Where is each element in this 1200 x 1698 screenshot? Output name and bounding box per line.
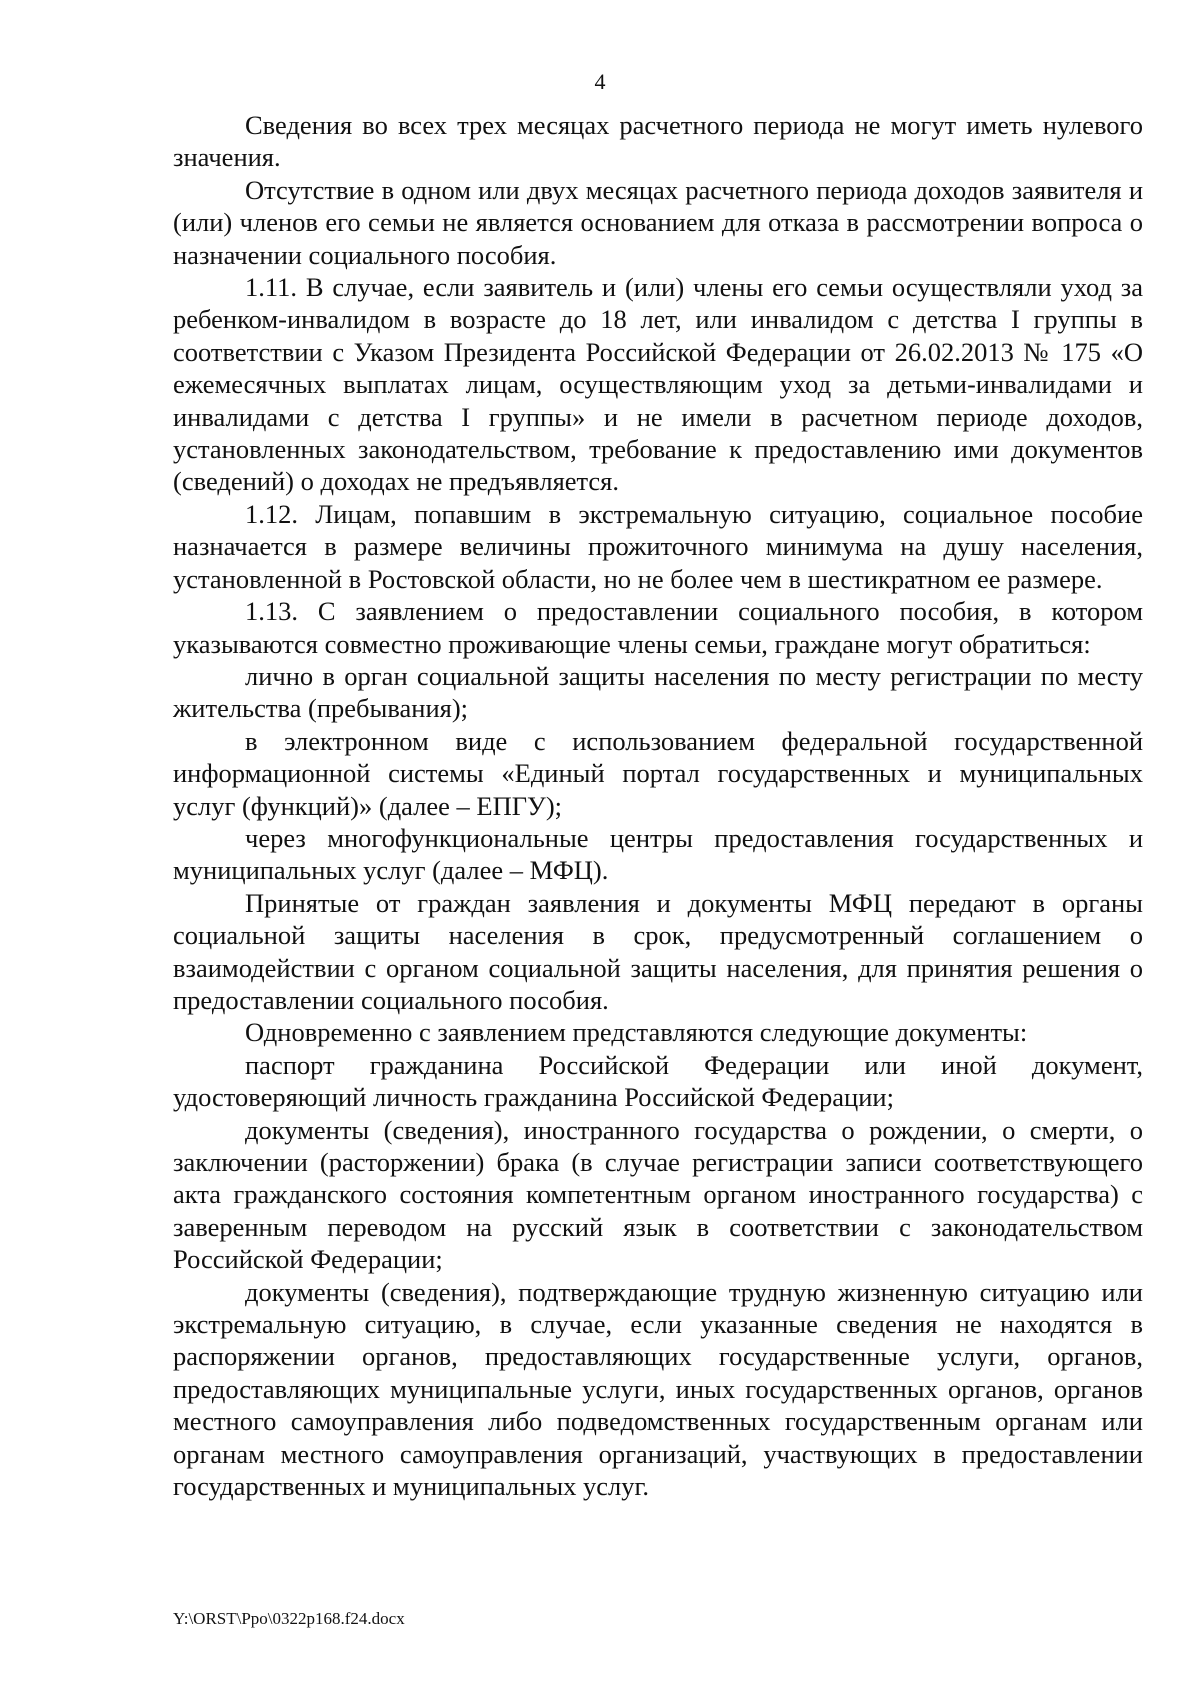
document-body — [173, 109, 1143, 1502]
paragraph: Одновременно с заявлением представляются следующие документы: — [245, 1017, 1028, 1048]
paragraph: документы (сведения), иностранного государства о рождении, о смерти, о заключении (расторжении) брака (в случае регистрации записи соответствующего акта гражданского состояния компетентным органом иностранного государства) с заверенным переводом на русский язык в соответствии с законодательством Российской Федерации; — [173, 1114, 1143, 1275]
paragraph: 1.12. Лицам, попавшим в экстремальную ситуацию, социальное пособие назначается в размере величины прожиточного минимума на душу населения, установленной в Ростовской области, но не более чем в шестикратном ее размере. — [173, 498, 1143, 594]
paragraph: лично в орган социальной защиты населения по месту регистрации по месту жительства (пребывания); — [173, 660, 1143, 724]
paragraph: документы (сведения), подтверждающие трудную жизненную ситуацию или экстремальную ситуацию, в случае, если указанные сведения не находятся в распоряжении органов, предоставляющих государственные услуги, органов, предоставляющих муниципальные услуги, иных государственных органов, органов местного самоуправления либо подведомственных государственным органам или органам местного самоуправления организаций, участвующих в предоставлении государственных и муниципальных услуг. — [173, 1276, 1143, 1502]
paragraph: Принятые от граждан заявления и документы МФЦ передают в органы социальной защиты населения в срок, предусмотренный соглашением о взаимодействии с органом социальной защиты населения, для принятия решения о предоставлении социального пособия. — [173, 887, 1143, 1015]
paragraph: паспорт гражданина Российской Федерации или иной документ, удостоверяющий личность гражданина Российской Федерации; — [173, 1049, 1143, 1113]
paragraph: Отсутствие в одном или двух месяцах расчетного периода доходов заявителя и (или) членов его семьи не является основанием для отказа в рассмотрении вопроса о назначении социального пособия. — [173, 174, 1143, 270]
paragraph: в электронном виде с использованием федеральной государственной информационной системы «Единый портал государственных и муниципальных услуг (функций)» (далее – ЕПГУ); — [173, 725, 1143, 821]
paragraph: 1.13. С заявлением о предоставлении социального пособия, в котором указываются совместно проживающие члены семьи, граждане могут обратиться: — [173, 596, 1143, 659]
page-number: 4 — [594, 69, 606, 94]
paragraph: Сведения во всех трех месяцах расчетного периода не могут иметь нулевого значения. — [173, 110, 1143, 173]
paragraph: через многофункциональные центры предоставления государственных и муниципальных услуг (далее – МФЦ). — [173, 822, 1143, 886]
paragraph: 1.11. В случае, если заявитель и (или) члены его семьи осуществляли уход за ребенком-инвалидом в возрасте до 18 лет, или инвалидом с детства I группы в соответствии с Указом Президента Российской Федерации от 26.02.2013 № 175 «О ежемесячных выплатах лицам, осуществляющим уход за детьми-инвалидами и инвалидами с детства I группы» и не имели в расчетном периоде доходов, установленных законодательством, требование к предоставлению ими документов (сведений) о доходах не предъявляется. — [173, 272, 1143, 497]
footer-file-path: Y:\ORST\Ppo\0322p168.f24.docx — [173, 1609, 405, 1628]
